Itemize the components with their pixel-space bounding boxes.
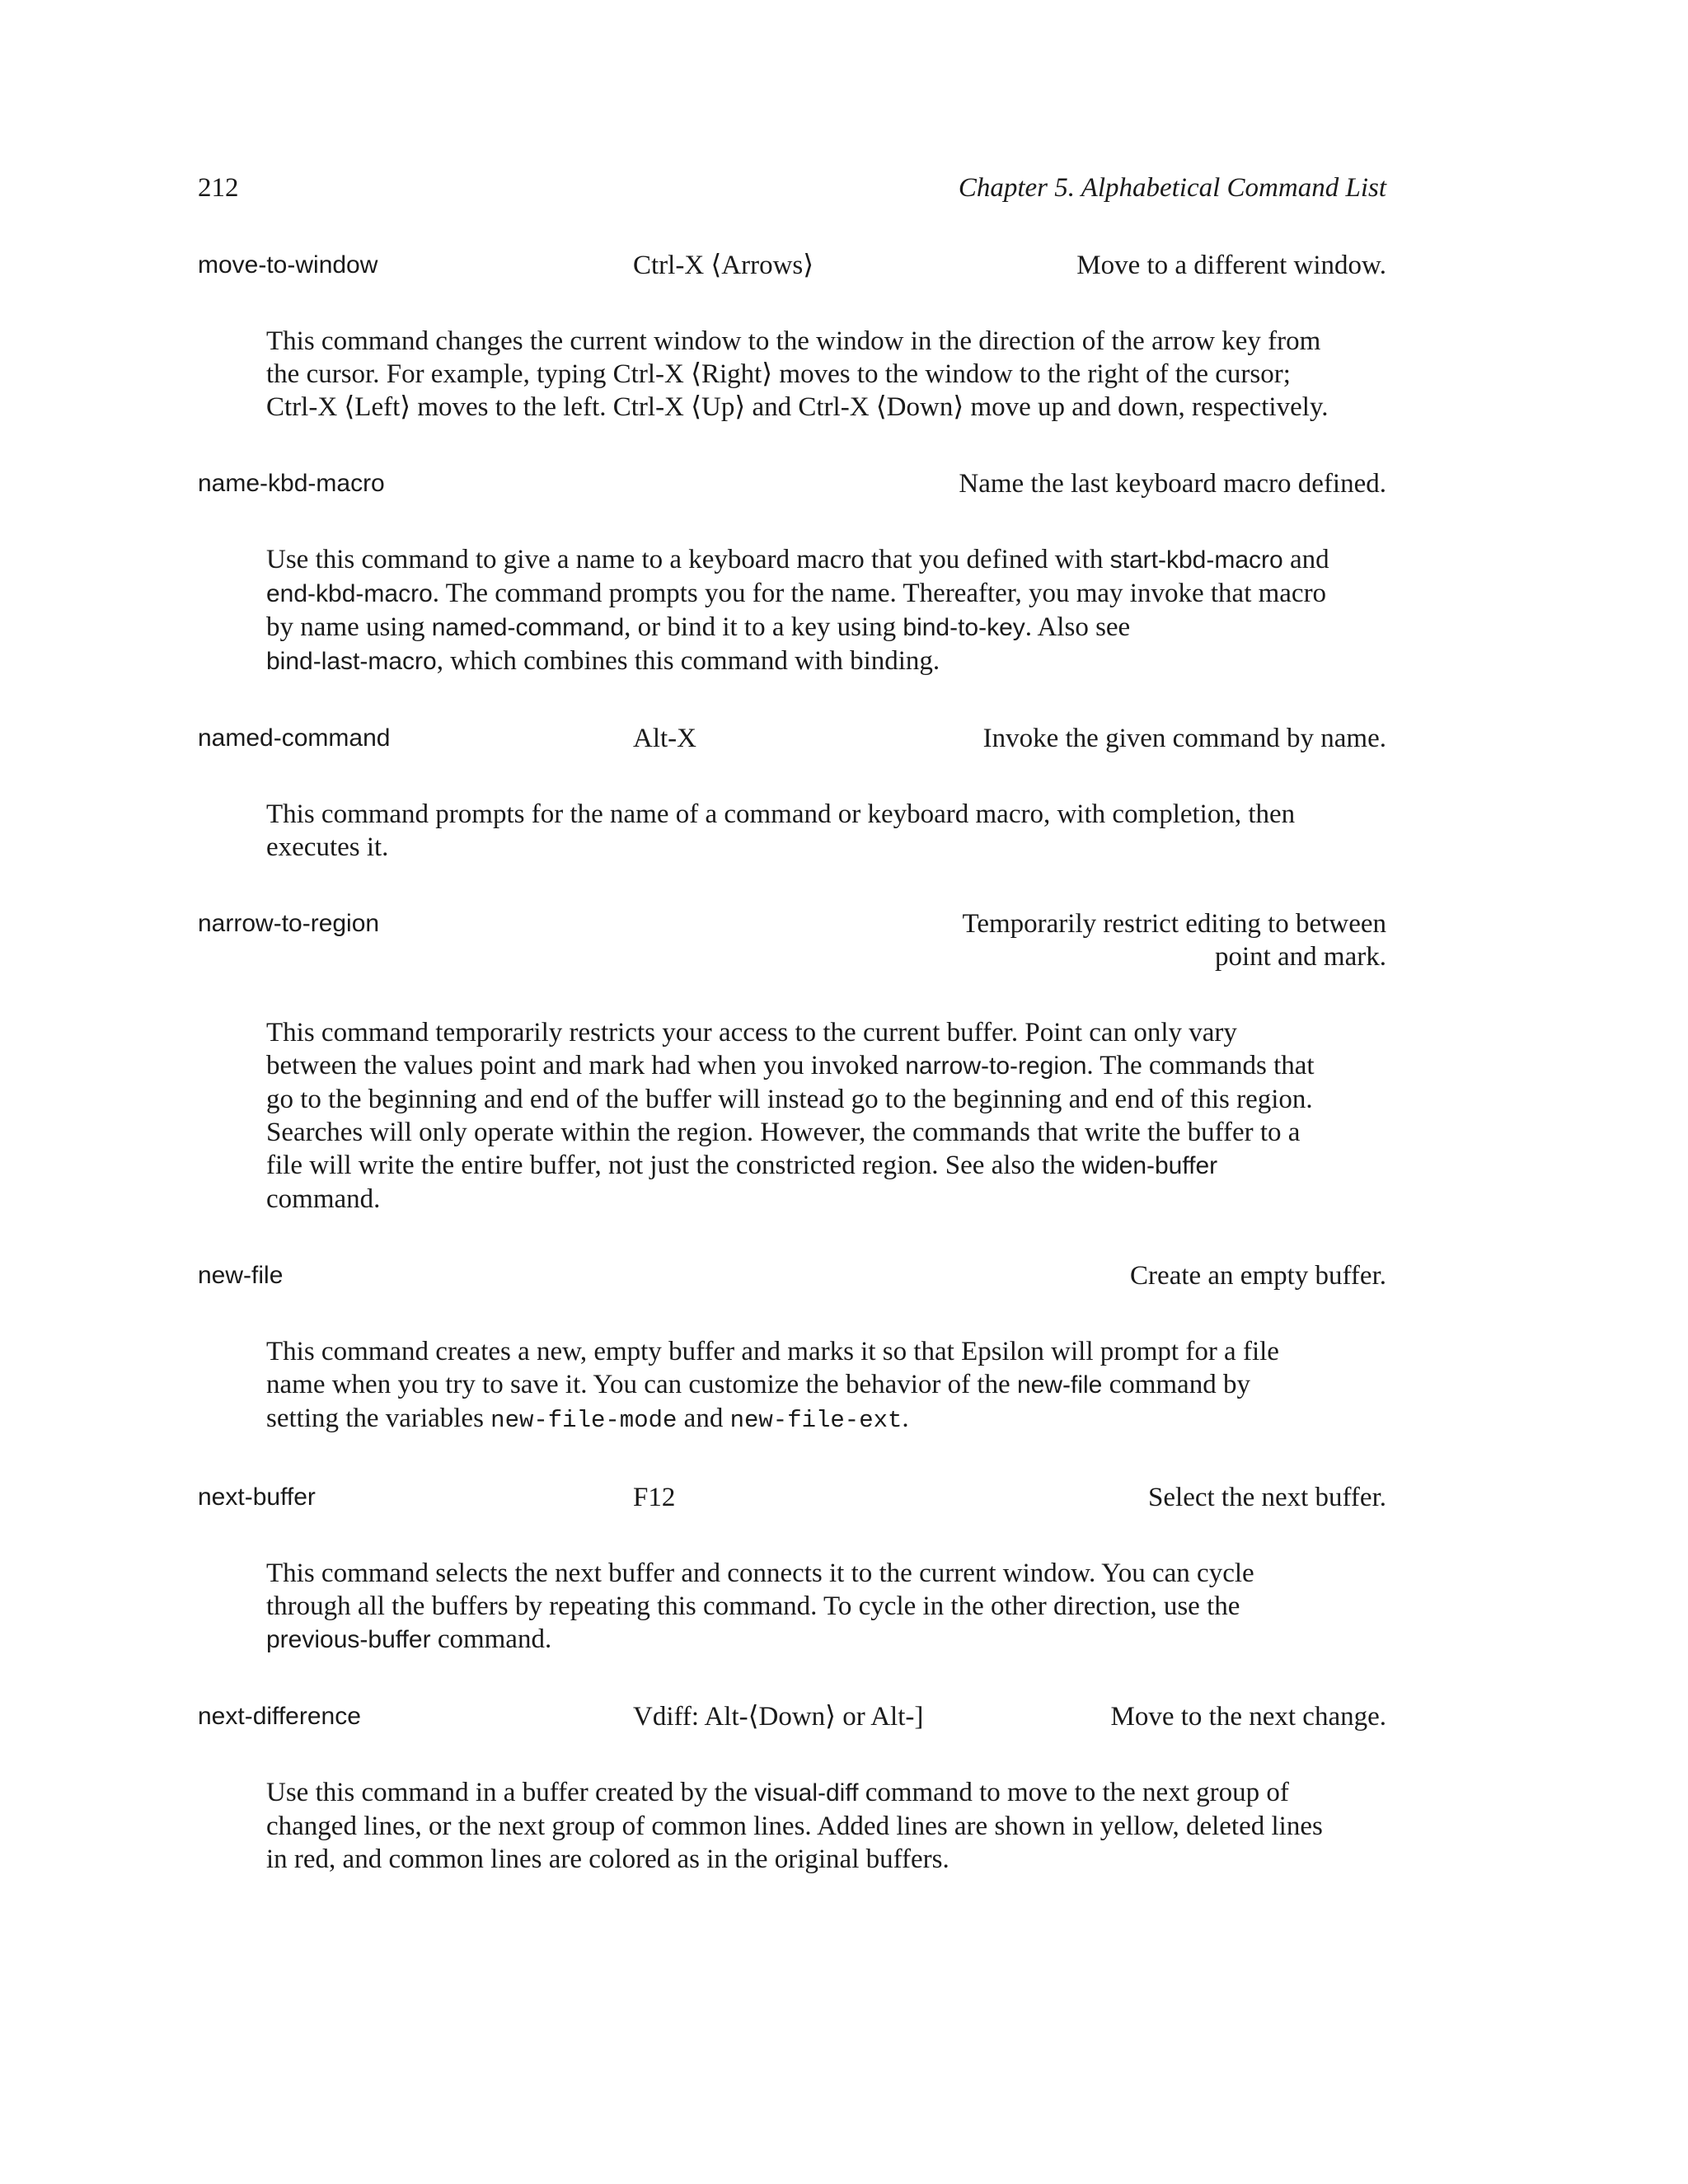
command-summary: Name the last keyboard macro defined. [959, 469, 1386, 499]
key-binding: F12 [633, 1483, 676, 1512]
body-text: . [902, 1404, 909, 1433]
body-text: . Also see [1025, 612, 1131, 642]
variable-reference: new-file-ext [729, 1407, 903, 1434]
entry-new-file [198, 1259, 1386, 1437]
entry-header [198, 467, 1386, 500]
command-name: named-command [198, 724, 391, 752]
command-reference: narrow-to-region [905, 1052, 1087, 1080]
command-reference: end-kbd-macro [266, 580, 433, 607]
command-summary: Move to a different window. [1076, 251, 1386, 280]
command-name: next-difference [198, 1703, 361, 1730]
command-name: next-buffer [198, 1483, 316, 1511]
command-name: move-to-window [198, 251, 378, 279]
command-entries [198, 249, 1386, 1919]
body-text: This command selects the next buffer and connects it to the current window. You can cycle through all the buffers by repeating this command. To cycle in the other direction, use the [266, 1558, 1254, 1621]
command-summary: Select the next buffer. [1148, 1483, 1386, 1512]
body-text: and [677, 1404, 730, 1433]
entry-header [198, 1259, 1386, 1292]
page-number: 212 [198, 173, 239, 203]
key-binding: Ctrl-X ⟨Arrows⟩ [633, 251, 814, 280]
command-name: narrow-to-region [198, 910, 380, 937]
entry-description: This command changes the current window to the window in the direction of the arrow key from the cursor. For example, typing Ctrl-X ⟨Right⟩ moves to the window to the right of the cursor; Ctrl-X ⟨Left⟩ moves to the left. Ctrl-X ⟨Up⟩ and Ctrl-X ⟨Down⟩ move up and down, respectively. [266, 326, 1329, 422]
command-name: new-file [198, 1262, 284, 1289]
body-text: and [1282, 545, 1329, 574]
entry-header [198, 1700, 1386, 1733]
body-text: This command creates a new, empty buffer and marks it so that Epsilon will prompt for a file name when you try to save it. You can customize the behavior of the [266, 1337, 1279, 1399]
chapter-title: Chapter 5. Alphabetical Command List [958, 173, 1386, 203]
entry-description [266, 1335, 1329, 1437]
entry-move-to-window [198, 249, 1386, 424]
key-binding: Alt-X [633, 724, 696, 753]
entry-description [266, 1016, 1329, 1216]
summary-line: point and mark. [1214, 942, 1386, 972]
body-text: command by setting the variables [266, 1370, 1250, 1433]
body-text: This command temporarily restricts your access to the current buffer. Point can only vary between the values point and mark had when you invoked [266, 1018, 1237, 1080]
command-reference: previous-buffer [266, 1626, 431, 1653]
body-text: command. [430, 1624, 552, 1654]
entry-header [198, 249, 1386, 282]
command-summary: Move to the next change. [1110, 1702, 1386, 1732]
entry-name-kbd-macro [198, 467, 1386, 678]
entry-description [266, 1776, 1329, 1876]
entry-narrow-to-region [198, 907, 1386, 1216]
body-text: Use this command in a buffer created by the [266, 1778, 755, 1807]
entry-header [198, 907, 1386, 973]
body-text: , or bind it to a key using [624, 612, 903, 642]
summary-line: Temporarily restrict editing to between [962, 909, 1386, 939]
command-summary: Invoke the given command by name. [982, 724, 1386, 753]
entry-header [198, 1481, 1386, 1514]
command-reference: bind-last-macro [266, 648, 437, 675]
entry-description: This command prompts for the name of a command or keyboard macro, with completion, then executes it. [266, 799, 1296, 862]
entry-description [266, 1557, 1329, 1657]
body-text: Use this command to give a name to a keyboard macro that you defined with [266, 545, 1110, 574]
entry-next-difference [198, 1700, 1386, 1876]
body-text: . The commands that go to the beginning and end of the buffer will instead go to the beginning and end of this region. Searches will only operate within the region. However, the commands that write the buffer to a file will write the entire buffer, not just the constricted region. See also the [266, 1051, 1315, 1180]
key-binding: Vdiff: Alt-⟨Down⟩ or Alt-] [633, 1702, 924, 1732]
command-reference: visual-diff [754, 1779, 859, 1807]
body-text: . The command prompts you for the name. Thereafter, you may invoke that macro by name using [266, 579, 1327, 642]
body-text: command. [266, 1184, 381, 1214]
command-name: name-kbd-macro [198, 470, 385, 497]
entry-header [198, 722, 1386, 755]
variable-reference: new-file-mode [490, 1407, 678, 1434]
command-summary [962, 907, 1386, 973]
command-reference: widen-buffer [1081, 1152, 1218, 1179]
command-reference: named-command [431, 614, 625, 641]
body-text: , which combines this command with binding. [436, 646, 940, 676]
command-reference: bind-to-key [903, 614, 1025, 641]
body-text: command to move to the next group of changed lines, or the next group of common lines. Added lines are shown in yellow, deleted lines in red, and common lines are colored as in the original buffers. [266, 1778, 1323, 1874]
command-reference: start-kbd-macro [1109, 546, 1283, 574]
entry-next-buffer [198, 1481, 1386, 1657]
entry-named-command [198, 722, 1386, 864]
command-summary: Create an empty buffer. [1130, 1261, 1386, 1291]
command-reference: new-file [1016, 1371, 1103, 1399]
entry-description [266, 543, 1329, 678]
